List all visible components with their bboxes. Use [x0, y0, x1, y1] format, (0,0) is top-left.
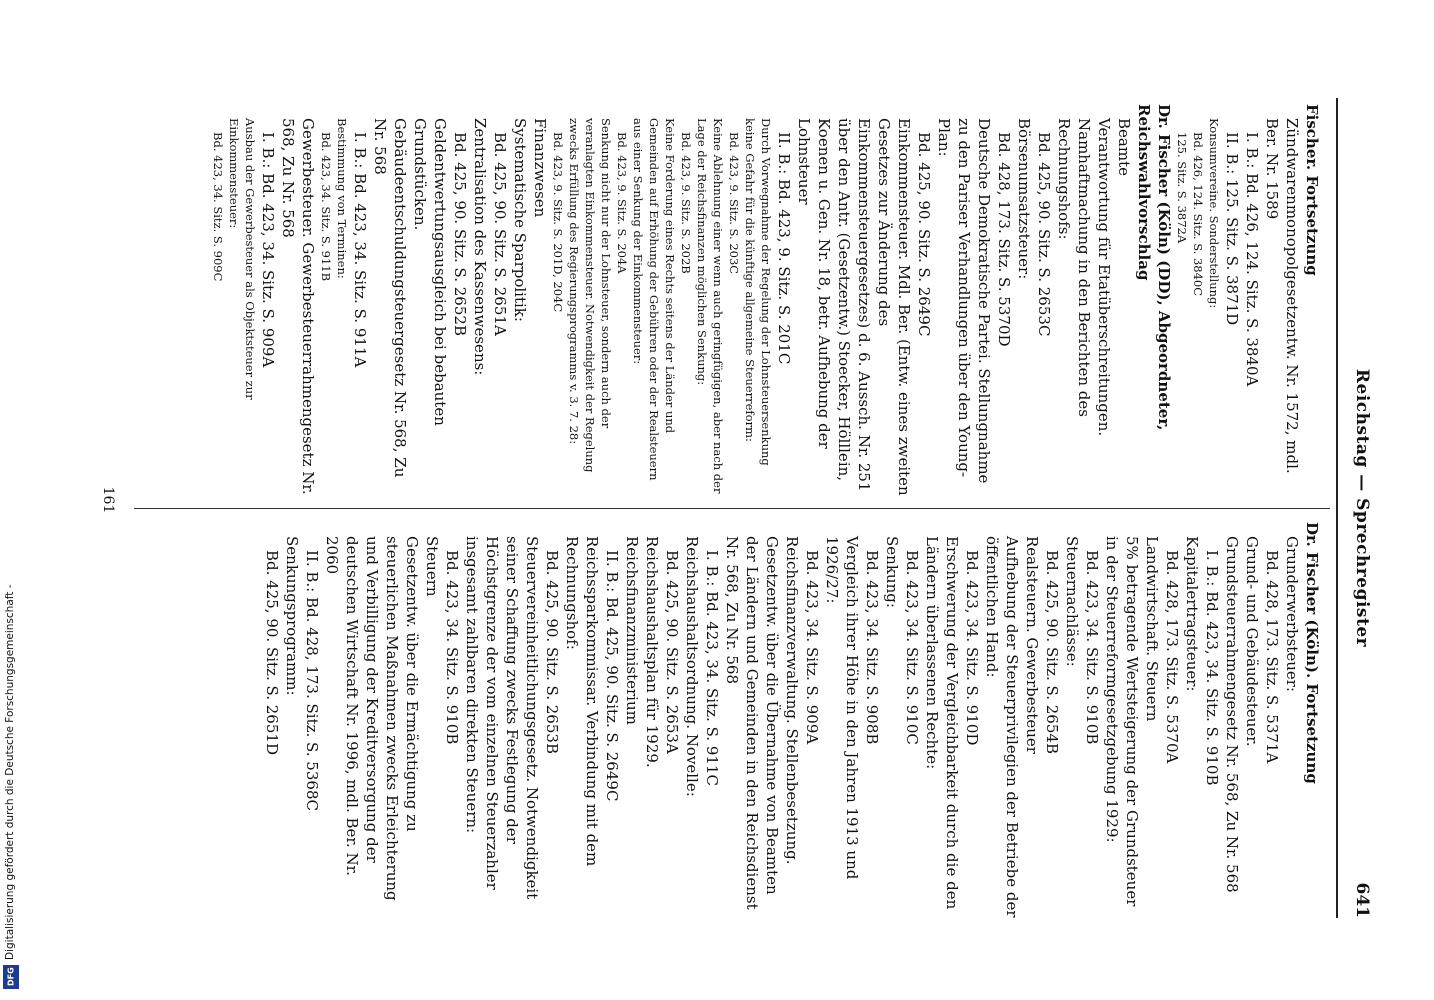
left-column-entry: Bd. 423, 9. Sitz. S. 201D, 204C: [551, 132, 565, 313]
column-divider: [134, 508, 1330, 509]
right-column-entry: I. B.: Bd. 423, 34. Sitz. S. 910B: [1203, 550, 1221, 786]
right-column-entry: Bd. 423, 34. Sitz. S. 908B: [863, 550, 881, 745]
right-column-entry: Senkung:: [883, 536, 901, 608]
left-column-entry: Bd. 423, 9. Sitz. S. 204A: [615, 132, 629, 274]
header-title: Reichstag — Sprechregister: [1352, 368, 1372, 648]
right-column-entry: Aufhebung der Steuerprivilegien der Betriebe der öffentlichen Hand:: [983, 536, 1021, 918]
left-column-entry: Zentralisation des Kassenwesens:: [471, 118, 489, 376]
right-column-entry: Erschwerung der Vergleichbarkeit durch die den Ländern überlassenen Rechte:: [923, 536, 961, 910]
right-column: [262, 522, 1322, 918]
left-column-entry: Bd. 425, 90. Sitz. S. 2651A: [491, 132, 509, 336]
left-column-entry: Deutsche Demokratische Partei. Stellungnahme zu den Pariser Verhandlungen über den Young-Plan:: [935, 118, 993, 484]
left-column-entry: I. B.: Bd. 426, 124. Sitz. S. 3840A: [1243, 132, 1261, 387]
left-column-entry: Bd. 425, 90. Sitz. S. 2649C: [915, 132, 933, 337]
left-column-entry: Ausbau der Gewerbesteuer als Objektsteuer zur Einkommensteuer:: [227, 118, 257, 400]
right-column-entry: Bd. 423, 34. Sitz. S. 909A: [803, 550, 821, 745]
right-column-entry: Grunderwerbsteuer:: [1283, 536, 1301, 692]
left-column-entry: Systematische Sparpolitik:: [511, 118, 529, 322]
right-column-entry: Vergleich ihrer Höhe in den Jahren 1913 und 1926/27:: [823, 536, 861, 880]
right-column-entry: Bd. 423, 34. Sitz. S. 910C: [903, 550, 921, 745]
left-column-entry: II. B.: 125. Sitz. S. 3871D: [1223, 132, 1241, 326]
left-column-entry: Durch Vorwegnahme der Regelung der Lohnsteuersenkung keine Gefahr für die künftige allgemeine Steuerreform:: [743, 118, 773, 466]
left-column-entry: Bd. 428, 173. Sitz. S. 5370D: [995, 132, 1013, 347]
right-column-entry: II. B.: Bd. 425, 90. Sitz. S. 2649C: [603, 550, 621, 802]
left-column-entry: Einkommensteuer. Mdl. Ber. (Entw. eines zweiten Gesetzes zur Änderung des Einkommensteuergesetzes) d. 6. Aussch. Nr. 251 über den Antr. (Gesetzentw.) Stoecker, Hölllein, Koenen u. Gen. Nr. 18, betr. Aufhebung der Lohnsteuer: [795, 118, 913, 496]
right-column-entry: Steuern: [423, 536, 441, 597]
left-column-entry: I. B.: Bd. 423, 34. Sitz. S. 911A: [351, 132, 369, 368]
left-column-entry: Bd. 426, 124. Sitz. S. 3840C: [1191, 132, 1205, 297]
right-column-entry: Landwirtschaft. Steuern: [1143, 536, 1161, 722]
left-column-entry: I. B.: Bd. 423, 34. Sitz. S. 909A: [259, 132, 277, 368]
left-column-entry: Dr. Fischer (Köln) (DD), Abgeordneter, Reichswahlvorschlag: [1135, 104, 1173, 431]
left-column-entry: Börsenumsatzsteuer:: [1015, 118, 1033, 280]
right-column-entry: Bd. 428, 173. Sitz. S. 5370A: [1163, 550, 1181, 764]
right-column-entry: Gesetzentw. über die Ermächtigung zu steuerlichen Maßnahmen zwecks Erleichterung und Verbilligung der Kreditversorgung der deutschen Wirtschaft Nr. 1996, mdl. Ber. Nr. 2060: [323, 536, 421, 901]
left-column-entry: Senkung nicht nur der Lohnsteuer, sondern auch der veranlagten Einkommensteuer. Notwendigkeit der Regelung zwecks Erfüllung des Regierungsprogramms v. 3. 7. 28:: [567, 118, 613, 473]
right-column-entry: Bd. 425, 90. Sitz. S. 2651D: [263, 550, 281, 755]
dfg-logo: DFG: [3, 965, 19, 989]
right-column-entry: Dr. Fischer (Köln). Fortsetzung: [1303, 522, 1321, 784]
right-column-entry: Bd. 423, 34. Sitz. S. 910B: [1083, 550, 1101, 745]
right-column-entry: Reichshaushaltsplan für 1929. Reichsfinanzministerium: [623, 536, 661, 768]
right-column-entry: Senkungsprogramm:: [283, 536, 301, 696]
side-note: Digitalisierung gefördert durch die Deutsche Forschungsgemeinschaft -: [4, 584, 16, 960]
side-note-strip: [0, 0, 22, 1000]
right-column-entry: Bd. 425, 90. Sitz. S. 2653A: [663, 550, 681, 754]
left-column-entry: Keine Forderung eines Rechts seitens der Länder und Gemeinden auf Erhöhung der Gebühren oder der Realsteuern aus einer Senkung der Einkommensteuer:: [631, 118, 677, 481]
right-column-entry: Grund- und Gebäudesteuer. Grundsteuerrahmengesetz Nr. 568, Zu Nr. 568: [1223, 536, 1261, 893]
left-column-entry: Zündwarenmonopolgesetzentw. Nr. 1572, mdl.: [1283, 118, 1301, 474]
left-column-entry: 125. Sitz. S. 3872A: [1175, 132, 1189, 244]
left-column-entry: Bestimmung von Terminen:: [335, 118, 349, 279]
right-column-entry: Reichssparkommissar. Verbindung mit dem Rechnungshof:: [563, 536, 601, 867]
left-column-entry: Bd. 425, 90. Sitz. S. 2653C: [1035, 132, 1053, 337]
left-column-entry: Keine Ablehnung einer wenn auch geringfügigen, aber nach der Lage der Reichsfinanzen möglichen Senkung:: [695, 118, 725, 494]
left-column: [210, 104, 1322, 500]
left-column-entry: Bd. 423, 9. Sitz. S. 202B: [679, 132, 693, 274]
right-column-entry: II. B.: Bd. 428, 173. Sitz. S. 5368C: [303, 550, 321, 811]
left-column-entry: Konsumvereine. Sonderstellung:: [1207, 118, 1221, 309]
left-column-entry: Finanzwesen: [531, 118, 549, 218]
header-rule: [1336, 98, 1338, 918]
right-column-entry: Bd. 428, 173. Sitz. S. 5371A: [1263, 550, 1281, 764]
right-column-entry: Kapitalertragsteuer:: [1183, 536, 1201, 692]
right-column-entry: Steuervereinheitlichungsgesetz. Notwendigkeit seiner Schaffung zwecks Festlegung der Höchstgrenze der vom einzelnen Steuerzahler insgesamt zahlbaren direkten Steuern:: [463, 536, 541, 900]
left-column-entry: Fischer. Fortsetzung: [1303, 104, 1321, 276]
left-column-entry: Bd. 423, 34. Sitz. S. 909C: [211, 132, 225, 282]
right-column-entry: Bd. 425, 90. Sitz. S. 2653B: [543, 550, 561, 754]
left-column-entry: Verantwortung für Etatüberschreitungen. Namhaftmachung in den Berichten des Rechnungshofs:: [1055, 118, 1113, 437]
page-header: [1334, 98, 1378, 918]
right-column-entry: Realsteuern. Gewerbesteuer: [1023, 536, 1041, 754]
left-column-entry: Ber. Nr. 1589: [1263, 118, 1281, 220]
right-column-entry: Bd. 423, 34. Sitz. S. 910B: [443, 550, 461, 745]
left-column-entry: Gewerbesteuer. Gewerbesteuerrahmengesetz Nr. 568, Zu Nr. 568: [279, 118, 317, 495]
footer-page-number: 161: [100, 486, 116, 514]
right-column-entry: 5% betragende Wertsteigerung der Grundsteuer in der Steuerreformgesetzgebung 1929:: [1103, 536, 1141, 907]
left-column-entry: II. B.: Bd. 423, 9. Sitz. S. 201C: [775, 132, 793, 365]
left-column-entry: Beamte: [1115, 118, 1133, 176]
right-column-entry: Reichsfinanzverwaltung. Stellenbesetzung. Gesetzentw. über die Übernahme von Beamten der Ländern und Gemeinden in den Reichsdienst Nr. 568, Zu Nr. 568: [723, 536, 801, 910]
right-column-entry: I. B.: Bd. 423, 34. Sitz. S. 911C: [703, 550, 721, 786]
right-column-entry: Reichshaushaltsordnung. Novelle:: [683, 536, 701, 797]
header-page-number: 641: [1352, 882, 1372, 918]
left-column-entry: Bd. 423, 34. Sitz. S. 911B: [319, 132, 333, 282]
right-column-entry: Steuernachlässe:: [1063, 536, 1081, 667]
left-column-entry: Bd. 423, 9. Sitz. S. 203C: [727, 132, 741, 275]
left-column-entry: Geldentwertungsausgleich bei bebauten Grundstücken. Gebäudeentschuldungsteuergesetz Nr. 568, Zu Nr. 568: [371, 118, 449, 478]
right-column-entry: Bd. 425, 90. Sitz. S. 2654B: [1043, 550, 1061, 754]
left-column-entry: Bd. 425, 90. Sitz. S. 2652B: [451, 132, 469, 336]
right-column-entry: Bd. 423, 34. Sitz. S. 910D: [963, 550, 981, 746]
